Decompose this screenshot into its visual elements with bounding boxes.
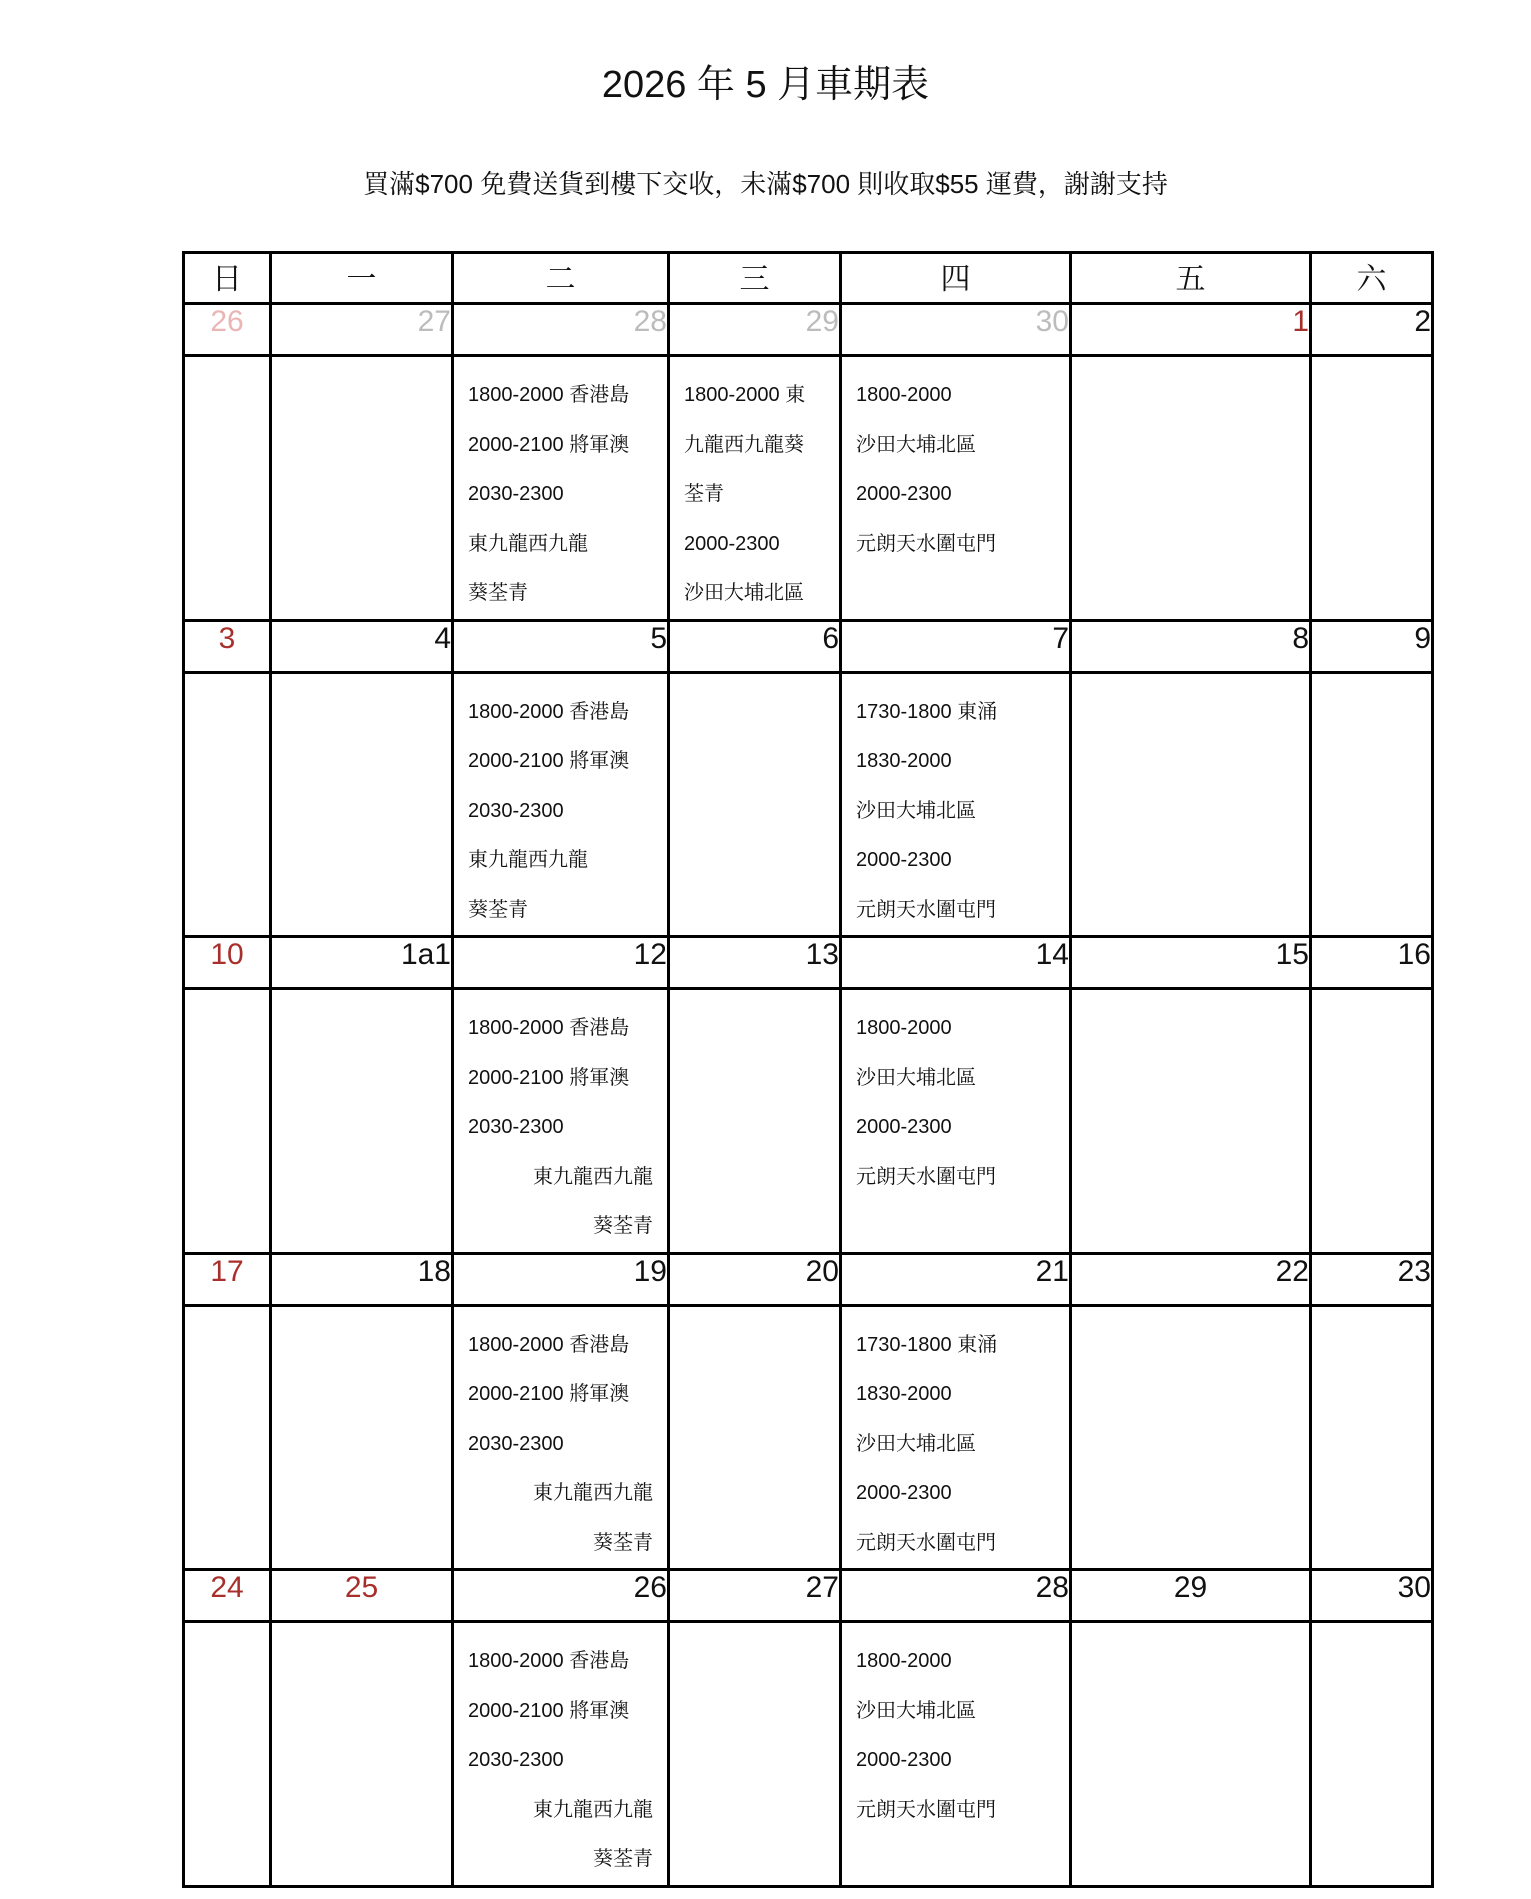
schedule-entry: 東九龍西九龍 (468, 532, 588, 555)
day-cell-sun (184, 356, 271, 621)
day-cell-tue (453, 989, 669, 1254)
day-cell-fri (1071, 356, 1311, 621)
date-label-tue: 19 (453, 1253, 669, 1305)
weekday-sun: 日 (184, 253, 271, 304)
date-label-sun: 10 (184, 937, 271, 989)
day-cell-mon (271, 356, 453, 621)
date-label-wed: 20 (669, 1253, 841, 1305)
day-cell-fri (1071, 1305, 1311, 1570)
day-cell-wed (669, 356, 841, 621)
schedule-entry: 1800-2000 香港島 (468, 700, 630, 723)
schedule-entry: 葵荃青 (593, 1848, 653, 1870)
schedule-entry: 葵荃青 (468, 582, 528, 604)
schedule-entry: 元朗天水圍屯門 (856, 532, 996, 555)
schedule-entry: 九龍西九龍葵 (684, 433, 804, 456)
schedule-entry: 2000-2100 將軍澳 (468, 1699, 630, 1722)
day-cell-thu (841, 672, 1071, 937)
date-label-sun: 3 (184, 620, 271, 672)
day-cell-fri (1071, 672, 1311, 937)
schedule-entry: 2000-2300 (856, 1482, 952, 1504)
schedule-entry: 1730-1800 東涌 (856, 700, 998, 723)
date-label-sat: 16 (1311, 937, 1433, 989)
schedule-entry: 東九龍西九龍 (533, 1482, 653, 1504)
day-cell-sun (184, 989, 271, 1254)
schedule-entry: 2000-2100 將軍澳 (468, 750, 630, 772)
schedule-entry: 2030-2300 (468, 1432, 564, 1455)
day-cell-sat (1311, 1622, 1433, 1887)
weekday-fri: 五 (1071, 253, 1311, 304)
date-label-tue: 26 (453, 1570, 669, 1622)
date-row (184, 620, 1433, 672)
date-label-fri: 8 (1071, 620, 1311, 672)
date-row (184, 1253, 1433, 1305)
day-cell-thu (841, 1305, 1071, 1570)
day-cell-sun (184, 672, 271, 937)
schedule-entry: 東九龍西九龍 (533, 1165, 653, 1188)
schedule-entry: 2000-2300 (856, 1749, 952, 1771)
schedule-entry: 元朗天水圍屯門 (856, 1798, 996, 1821)
calendar-table (182, 251, 1434, 1888)
date-row (184, 1570, 1433, 1622)
schedule-entry: 1730-1800 東涌 (856, 1333, 998, 1356)
schedule-row (184, 1622, 1433, 1887)
day-cell-tue (453, 356, 669, 621)
schedule-entry: 2000-2100 將軍澳 (468, 1066, 630, 1089)
date-label-sat: 30 (1311, 1570, 1433, 1622)
schedule-entry: 2000-2100 將軍澳 (468, 1383, 630, 1405)
schedule-entry: 沙田大埔北區 (856, 799, 976, 822)
day-cell-thu (841, 356, 1071, 621)
date-label-thu: 21 (841, 1253, 1071, 1305)
schedule-row (184, 672, 1433, 937)
date-label-fri: 1 (1071, 304, 1311, 356)
schedule-entry: 沙田大埔北區 (856, 1432, 976, 1455)
schedule-entry: 2000-2300 (856, 483, 952, 505)
day-cell-wed (669, 672, 841, 937)
schedule-entry: 2030-2300 (468, 1116, 564, 1138)
date-label-thu: 30 (841, 304, 1071, 356)
date-label-mon: 25 (271, 1570, 453, 1622)
date-label-wed: 13 (669, 937, 841, 989)
date-label-wed: 6 (669, 620, 841, 672)
day-cell-fri (1071, 1622, 1311, 1887)
schedule-entry: 元朗天水圍屯門 (856, 1531, 996, 1554)
day-cell-mon (271, 672, 453, 937)
day-cell-mon (271, 1305, 453, 1570)
schedule-row (184, 356, 1433, 621)
date-label-fri: 29 (1071, 1570, 1311, 1622)
schedule-entry: 沙田大埔北區 (856, 1066, 976, 1089)
weekday-wed: 三 (669, 253, 841, 304)
day-cell-mon (271, 989, 453, 1254)
day-cell-wed (669, 1305, 841, 1570)
weekday-mon: 一 (271, 253, 453, 304)
day-cell-tue (453, 1305, 669, 1570)
date-label-thu: 28 (841, 1570, 1071, 1622)
schedule-entry: 東九龍西九龍 (533, 1798, 653, 1821)
date-label-sun: 24 (184, 1570, 271, 1622)
schedule-entry: 2000-2100 將軍澳 (468, 433, 630, 456)
schedule-entry: 1800-2000 香港島 (468, 384, 630, 406)
day-cell-sun (184, 1305, 271, 1570)
schedule-entry: 2000-2300 (856, 849, 952, 871)
schedule-entry: 1800-2000 (856, 1650, 952, 1672)
schedule-entry: 葵荃青 (593, 1215, 653, 1237)
weekday-header-row (184, 253, 1433, 304)
schedule-entry: 沙田大埔北區 (684, 582, 804, 604)
schedule-entry: 2000-2300 (856, 1116, 952, 1138)
schedule-entry: 1800-2000 香港島 (468, 1333, 630, 1356)
schedule-entry: 元朗天水圍屯門 (856, 1165, 996, 1188)
day-cell-thu (841, 989, 1071, 1254)
schedule-entry: 1800-2000 (856, 1017, 952, 1039)
date-label-mon: 4 (271, 620, 453, 672)
day-cell-tue (453, 1622, 669, 1887)
date-label-thu: 7 (841, 620, 1071, 672)
schedule-entry: 沙田大埔北區 (856, 433, 976, 456)
date-label-thu: 14 (841, 937, 1071, 989)
schedule-entry: 1830-2000 (856, 1383, 952, 1405)
date-row (184, 304, 1433, 356)
date-label-tue: 5 (453, 620, 669, 672)
schedule-entry: 葵荃青 (468, 898, 528, 921)
weekday-sat: 六 (1311, 253, 1433, 304)
date-label-sat: 9 (1311, 620, 1433, 672)
schedule-entry: 1800-2000 香港島 (468, 1650, 630, 1672)
date-label-fri: 22 (1071, 1253, 1311, 1305)
schedule-row (184, 989, 1433, 1254)
day-cell-sat (1311, 356, 1433, 621)
schedule-entry: 荃青 (684, 483, 724, 505)
schedule-entry: 2000-2300 (684, 532, 780, 555)
schedule-entry: 葵荃青 (593, 1531, 653, 1554)
day-cell-sat (1311, 1305, 1433, 1570)
date-label-sat: 23 (1311, 1253, 1433, 1305)
date-label-tue: 12 (453, 937, 669, 989)
schedule-entry: 2030-2300 (468, 1749, 564, 1771)
date-row (184, 937, 1433, 989)
day-cell-thu (841, 1622, 1071, 1887)
date-label-fri: 15 (1071, 937, 1311, 989)
schedule-entry: 沙田大埔北區 (856, 1699, 976, 1722)
date-label-sat: 2 (1311, 304, 1433, 356)
date-label-mon: 18 (271, 1253, 453, 1305)
delivery-notice: 買滿$700 免費送貨到樓下交收，未滿$700 則收取$55 運費，謝謝支持 (363, 169, 1168, 199)
day-cell-tue (453, 672, 669, 937)
schedule-entry: 1800-2000 東 (684, 384, 806, 406)
weekday-thu: 四 (841, 253, 1071, 304)
day-cell-sun (184, 1622, 271, 1887)
schedule-entry: 東九龍西九龍 (468, 849, 588, 871)
schedule-row (184, 1305, 1433, 1570)
day-cell-mon (271, 1622, 453, 1887)
day-cell-sat (1311, 989, 1433, 1254)
schedule-entry: 2030-2300 (468, 483, 564, 505)
date-label-wed: 27 (669, 1570, 841, 1622)
date-label-mon: 1a1 (271, 937, 453, 989)
date-label-mon: 27 (271, 304, 453, 356)
schedule-entry: 元朗天水圍屯門 (856, 898, 996, 921)
day-cell-sat (1311, 672, 1433, 937)
schedule-entry: 1800-2000 (856, 384, 952, 406)
day-cell-wed (669, 989, 841, 1254)
page-title: 2026 年 5 月車期表 (601, 64, 930, 106)
date-label-tue: 28 (453, 304, 669, 356)
day-cell-fri (1071, 989, 1311, 1254)
date-label-sun: 17 (184, 1253, 271, 1305)
schedule-entry: 2030-2300 (468, 799, 564, 822)
schedule-entry: 1800-2000 香港島 (468, 1017, 630, 1039)
date-label-wed: 29 (669, 304, 841, 356)
day-cell-wed (669, 1622, 841, 1887)
schedule-entry: 1830-2000 (856, 750, 952, 772)
weekday-tue: 二 (453, 253, 669, 304)
date-label-sun: 26 (184, 304, 271, 356)
